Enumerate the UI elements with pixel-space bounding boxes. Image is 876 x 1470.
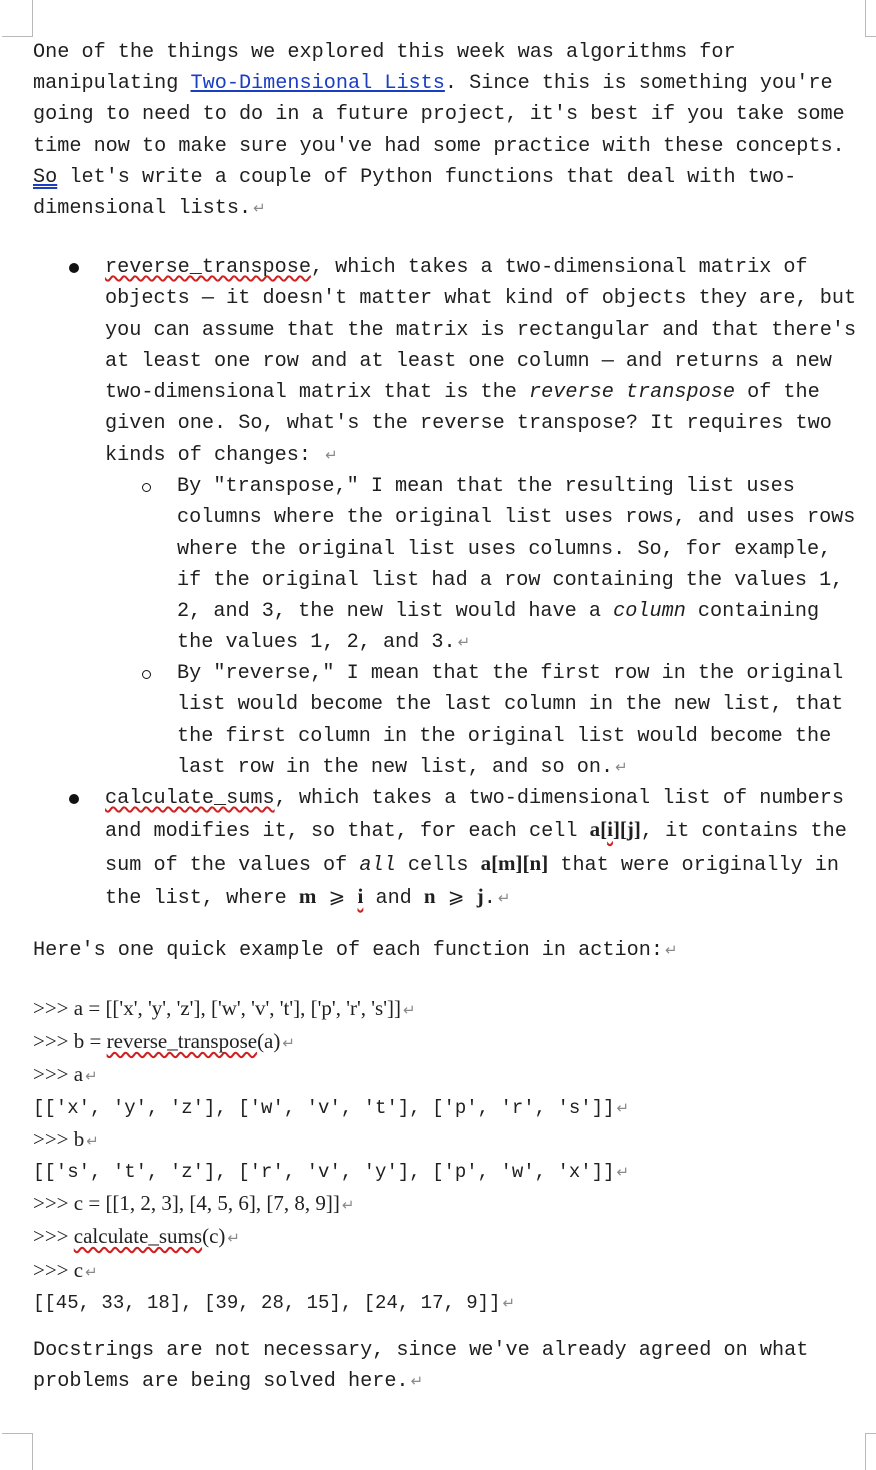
var-i: i (357, 883, 364, 908)
bullet2-text-4: that were originally in the list, where (105, 853, 852, 910)
paragraph-mark-icon: ↵ (85, 1262, 98, 1281)
ge-symbol-2: ⩾ (435, 886, 477, 910)
code-text: >>> (33, 1224, 74, 1249)
closing-paragraph (33, 1335, 863, 1397)
intro-text-2: . Since this is something you're going to need to do in a future project, it's best if you take some time now to make sure you've had some practice with these concepts. (33, 72, 857, 158)
code-line (33, 1124, 863, 1157)
code-line (33, 1157, 863, 1188)
page-corner-top-right (865, 0, 876, 37)
calculate-sums-name: calculate_sums (105, 787, 275, 810)
code-line (33, 1188, 863, 1221)
sub2-text: By "reverse," I mean that the first row in the original list would become the last column in the new list, that the first column in the original list would become the last row in the new list, and so on. (177, 662, 856, 779)
paragraph-mark-icon: ↵ (457, 633, 471, 652)
code-text: (c) (202, 1224, 226, 1249)
code-line (33, 993, 863, 1026)
bullet-icon (69, 794, 79, 804)
intro-text: One of the things we explored this week was algorithms for manipulating (33, 41, 748, 96)
bullet2-text-3: cells (395, 853, 481, 877)
sub-bullet-transpose (177, 471, 867, 659)
intro-so-word: So (33, 165, 58, 189)
reverse-transpose-name: reverse_transpose (105, 256, 311, 279)
var-m: m (298, 883, 317, 908)
bullet2-emphasis: all (359, 853, 396, 877)
code-text: >>> c = [[1, 2, 3], [4, 5, 6], [7, 8, 9]] (33, 1191, 340, 1216)
ge-symbol: ⩾ (316, 886, 358, 910)
cell-ref-a: a[ (589, 817, 608, 842)
page-corner-bottom-left (2, 1433, 33, 1470)
paragraph-mark-icon: ↵ (227, 1229, 240, 1248)
page-corner-top-left (2, 0, 33, 37)
intro-paragraph (33, 37, 863, 224)
paragraph-mark-icon: ↵ (341, 1196, 355, 1215)
paragraph-mark-icon: ↵ (615, 757, 628, 776)
paragraph-mark-icon: ↵ (86, 1131, 99, 1150)
var-j: j (476, 883, 484, 908)
sub1-text-2: containing the values 1, 2, and 3. (177, 600, 832, 655)
paragraph-mark-icon: ↵ (85, 1067, 98, 1086)
code-fn-calculate-sums: calculate_sums (73, 1224, 203, 1249)
sub1-emphasis: column (613, 600, 686, 624)
code-output: [[45, 33, 18], [39, 28, 15], [24, 17, 9]] (33, 1291, 501, 1314)
paragraph-mark-icon: ↵ (664, 941, 678, 959)
closing-text: Docstrings are not necessary, since we've already agreed on what problems are being solved here. (33, 1339, 821, 1394)
paragraph-mark-icon: ↵ (410, 1372, 424, 1391)
paragraph-mark-icon: ↵ (502, 1293, 516, 1312)
code-text: >>> b (33, 1126, 85, 1151)
code-text: >>> c (33, 1257, 84, 1282)
paragraph-mark-icon: ↵ (616, 1163, 630, 1182)
cell-ref-i: i (607, 817, 613, 842)
var-n: n (423, 883, 436, 908)
code-line (33, 1221, 863, 1254)
paragraph-mark-icon: ↵ (616, 1098, 630, 1117)
code-example (33, 993, 863, 1319)
cell-ref-j: ][j] (612, 817, 641, 842)
bullet1-text: , which takes a two-dimensional matrix of objects — it doesn't matter what kind of objects they are, but you can assume that the matrix is rectangular and that there's at least one row and at least one column — and returns a new two-dimensional matrix that is the (105, 256, 869, 405)
sub1-text: By "transpose," I mean that the resulting list uses columns where the original list uses rows, and uses rows where the original list uses columns. So, for example, if the original list had a row containing the values 1, 2, and 3, the new list would have a (177, 475, 868, 624)
code-text: (a) (257, 1029, 281, 1054)
sub-bullet-reverse (177, 658, 867, 783)
code-text: >>> a (33, 1062, 84, 1087)
code-line (33, 1255, 863, 1288)
bullet-icon (69, 263, 79, 273)
bullet2-text: , which takes a two-dimensional list of numbers and modifies it, so that, for each cell (105, 787, 857, 844)
period: . (483, 886, 496, 910)
code-line (33, 1026, 863, 1059)
page-corner-bottom-right (865, 1433, 876, 1470)
code-line (33, 1059, 863, 1092)
paragraph-mark-icon: ↵ (402, 1001, 416, 1019)
paragraph-mark-icon: ↵ (497, 888, 511, 907)
code-text: >>> b = (33, 1029, 107, 1054)
bullet1-emphasis: reverse transpose (529, 381, 735, 405)
two-dimensional-lists-link[interactable]: Two-Dimensional Lists (190, 72, 445, 96)
bullet-reverse-transpose (105, 252, 869, 471)
code-output: [['s', 't', 'z'], ['r', 'v', 'y'], ['p', 'w', 'x']] (33, 1161, 615, 1184)
bullet1-text-2: of the given one. So, what's the reverse transpose? It requires two kinds of changes: (105, 381, 844, 467)
code-line (33, 1093, 863, 1124)
example-intro (33, 935, 863, 966)
bullet2-text-2: , it contains the sum of the values of (105, 820, 859, 877)
paragraph-mark-icon: ↵ (253, 199, 266, 218)
code-fn-reverse-transpose: reverse_transpose (106, 1029, 258, 1054)
cell-ref-m-n: a[m][n] (480, 850, 549, 875)
sub-bullet-icon (142, 670, 151, 679)
paragraph-mark-icon: ↵ (325, 445, 338, 464)
paragraph-mark-icon: ↵ (282, 1034, 295, 1053)
intro-text-3: let's write a couple of Python functions that deal with two-dimensional lists. (33, 165, 797, 221)
bullet-calculate-sums (105, 783, 870, 914)
code-text: >>> a = [['x', 'y', 'z'], ['w', 'v', 't'], ['p', 'r', 's']] (33, 996, 401, 1020)
and-word: and (363, 886, 424, 910)
example-intro-text: Here's one quick example of each function in action: (33, 939, 663, 962)
sub-bullet-icon (142, 483, 151, 492)
code-line (33, 1288, 863, 1319)
code-output: [['x', 'y', 'z'], ['w', 'v', 't'], ['p', 'r', 's']] (33, 1096, 615, 1119)
